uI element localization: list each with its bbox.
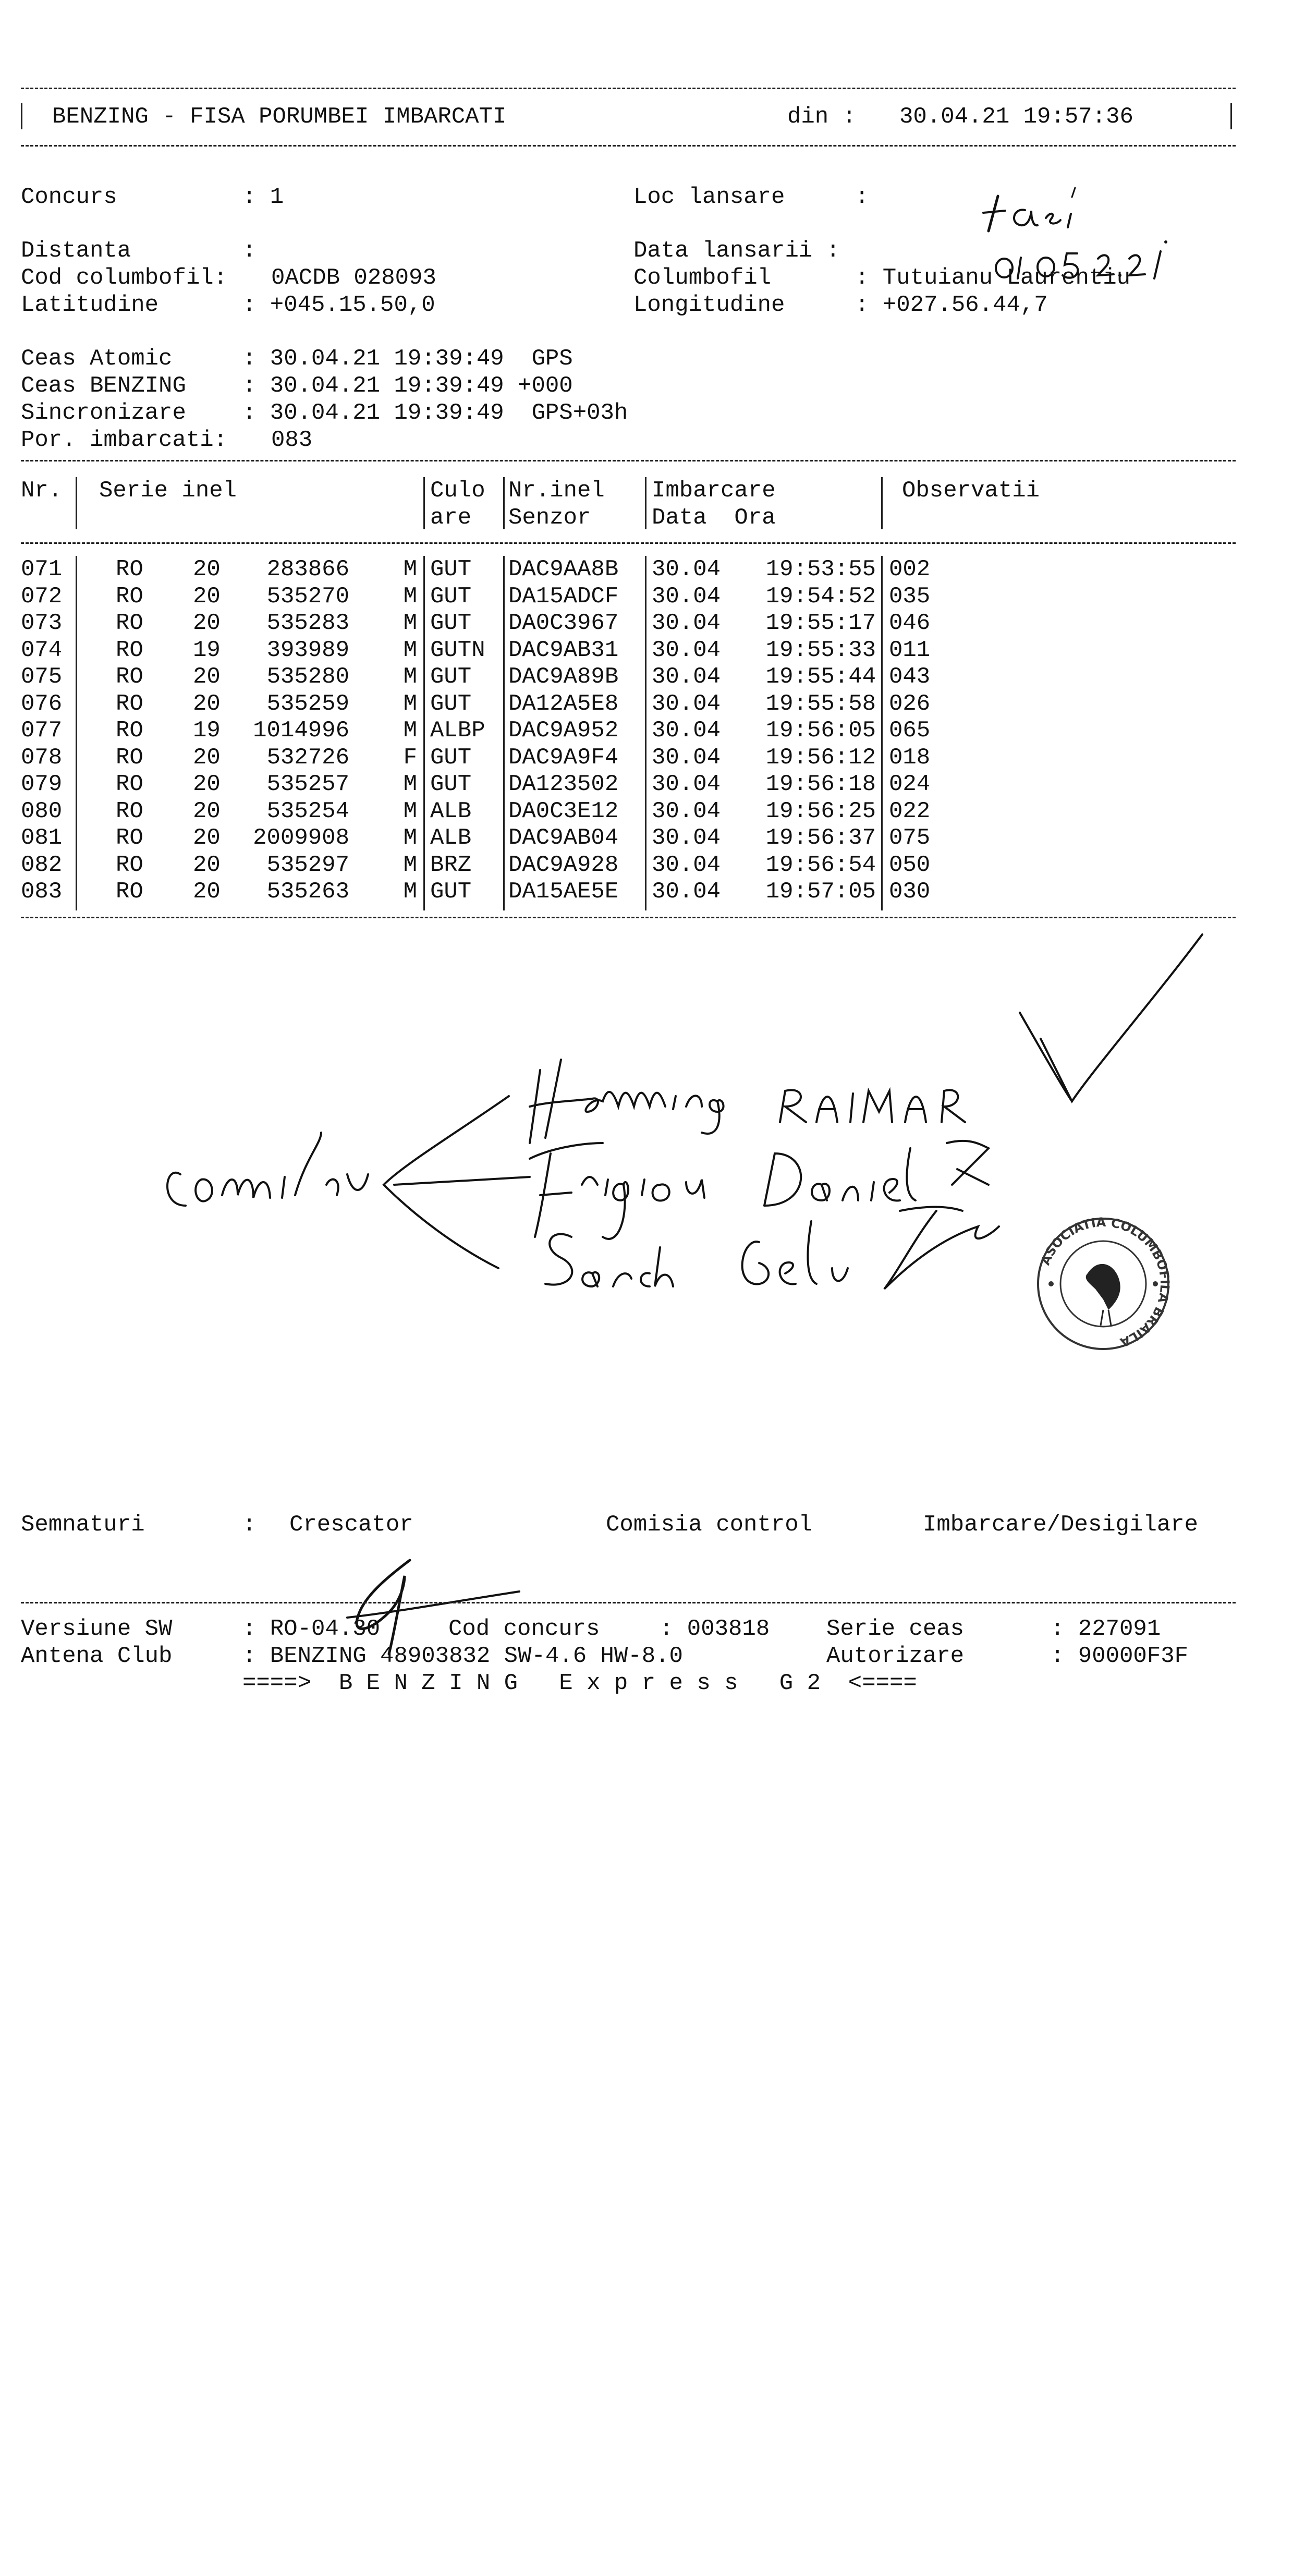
cell-obs: 046 xyxy=(889,610,931,636)
cell-ora: 19:56:25 xyxy=(765,798,876,824)
col-header-senzor-1: Nr.inel xyxy=(508,478,605,504)
cell-culoare: GUT xyxy=(430,610,472,636)
cell-tara: RO xyxy=(116,718,143,744)
imbarcare-desigilare-label: Imbarcare/Desigilare xyxy=(923,1512,1199,1538)
table-row xyxy=(0,583,1293,610)
cell-inel: 535280 xyxy=(266,664,349,690)
cell-an: 20 xyxy=(193,852,221,878)
cell-an: 19 xyxy=(193,718,221,744)
ceas-atomic-label: Ceas Atomic xyxy=(21,346,173,372)
cell-inel: 535270 xyxy=(266,583,349,610)
cell-culoare: GUT xyxy=(430,879,472,905)
serie-ceas-label: Serie ceas xyxy=(826,1616,965,1642)
cell-data: 30.04 xyxy=(652,637,721,663)
cell-inel: 283866 xyxy=(266,556,349,582)
cell-data: 30.04 xyxy=(652,879,721,905)
header-sep-3 xyxy=(503,477,505,529)
table-row xyxy=(0,771,1293,798)
crescator-label: Crescator xyxy=(289,1512,413,1538)
table-row xyxy=(0,610,1293,637)
cell-obs: 043 xyxy=(889,664,931,690)
col-header-culoare-2: are xyxy=(430,505,472,531)
cell-nr: 071 xyxy=(21,556,63,582)
header-sep-2 xyxy=(423,477,425,529)
cell-an: 20 xyxy=(193,690,221,717)
cell-inel: 532726 xyxy=(266,744,349,771)
cod-concurs-label: Cod concurs xyxy=(448,1616,600,1642)
cell-senzor: DAC9A9F4 xyxy=(508,744,619,771)
cell-data: 30.04 xyxy=(652,583,721,610)
cell-tara: RO xyxy=(116,771,143,797)
cell-ora: 19:56:12 xyxy=(765,744,876,771)
cell-sex: M xyxy=(403,825,417,851)
cell-an: 20 xyxy=(193,610,221,636)
table-row xyxy=(0,852,1293,879)
cell-obs: 050 xyxy=(889,852,931,878)
cell-ora: 19:54:52 xyxy=(765,583,876,610)
cell-an: 20 xyxy=(193,879,221,905)
cell-tara: RO xyxy=(116,664,143,690)
cell-culoare: ALB xyxy=(430,798,472,824)
cell-tara: RO xyxy=(116,744,143,771)
table-row xyxy=(0,556,1293,583)
cell-obs: 026 xyxy=(889,690,931,717)
versiune-sw-value: : RO-04.30 xyxy=(242,1616,381,1642)
divider-top xyxy=(21,88,1236,89)
cell-tara: RO xyxy=(116,583,143,610)
table-row xyxy=(0,690,1293,718)
latitudine-label: Latitudine xyxy=(21,292,159,318)
cell-culoare: BRZ xyxy=(430,852,472,878)
header-sep-1 xyxy=(76,477,77,529)
ceas-benzing-value: : 30.04.21 19:39:49 +000 xyxy=(242,373,573,399)
commission-signatures xyxy=(78,886,1228,1553)
col-header-imbarcare-1: Imbarcare xyxy=(652,478,776,504)
cell-culoare: GUT xyxy=(430,690,472,717)
cell-data: 30.04 xyxy=(652,825,721,851)
cell-obs: 024 xyxy=(889,771,931,797)
divider-table-top xyxy=(21,460,1236,461)
din-label: din : xyxy=(787,104,857,130)
cell-culoare: GUT xyxy=(430,771,472,797)
cell-data: 30.04 xyxy=(652,771,721,797)
cell-data: 30.04 xyxy=(652,744,721,771)
cell-culoare: GUTN xyxy=(430,637,485,663)
cell-ora: 19:55:44 xyxy=(765,664,876,690)
por-imbarcati-value: 083 xyxy=(271,427,313,453)
cell-data: 30.04 xyxy=(652,664,721,690)
cell-ora: 19:53:55 xyxy=(765,556,876,582)
cell-tara: RO xyxy=(116,852,143,878)
cell-inel: 2009908 xyxy=(253,825,349,851)
cell-an: 20 xyxy=(193,583,221,610)
din-value: 30.04.21 19:57:36 xyxy=(899,104,1133,130)
cell-inel: 535254 xyxy=(266,798,349,824)
divider-table-header xyxy=(21,542,1236,544)
cell-obs: 011 xyxy=(889,637,931,663)
sheet-title: BENZING - FISA PORUMBEI IMBARCATI xyxy=(52,104,507,130)
col-header-observatii: Observatii xyxy=(902,478,1040,504)
col-header-culoare-1: Culo xyxy=(430,478,485,504)
col-header-serie: Serie inel xyxy=(99,478,237,504)
cell-sex: M xyxy=(403,556,417,582)
cell-senzor: DA15ADCF xyxy=(508,583,619,610)
cell-ora: 19:56:18 xyxy=(765,771,876,797)
cell-nr: 075 xyxy=(21,664,63,690)
table-row xyxy=(0,717,1293,744)
table-row xyxy=(0,798,1293,825)
autorizare-value: : 90000F3F xyxy=(1051,1643,1189,1669)
cell-culoare: GUT xyxy=(430,744,472,771)
concurs-value: : 1 xyxy=(242,184,284,210)
cell-nr: 077 xyxy=(21,718,63,744)
cell-sex: M xyxy=(403,798,417,824)
cell-an: 19 xyxy=(193,637,221,663)
cell-an: 20 xyxy=(193,744,221,771)
cell-senzor: DA12A5E8 xyxy=(508,690,619,717)
cell-obs: 065 xyxy=(889,718,931,744)
concurs-label: Concurs xyxy=(21,184,117,210)
sincronizare-value: : 30.04.21 19:39:49 GPS+03h xyxy=(242,400,628,426)
svg-text:ASOCIATIA COLUMBOFILA BRAILA: ASOCIATIA COLUMBOFILA BRAILA xyxy=(1038,1214,1172,1350)
cell-ora: 19:57:05 xyxy=(765,879,876,905)
cell-ora: 19:56:37 xyxy=(765,825,876,851)
cell-culoare: ALB xyxy=(430,825,472,851)
semnaturi-label: Semnaturi xyxy=(21,1512,145,1538)
ceas-atomic-value: : 30.04.21 19:39:49 GPS xyxy=(242,346,573,372)
cell-obs: 030 xyxy=(889,879,931,905)
cell-senzor: DAC9AB04 xyxy=(508,825,619,851)
cell-sex: F xyxy=(403,744,417,771)
table-body xyxy=(0,556,1293,916)
cell-nr: 082 xyxy=(21,852,63,878)
table-row xyxy=(0,824,1293,852)
cell-sex: M xyxy=(403,637,417,663)
cell-nr: 079 xyxy=(21,771,63,797)
cell-senzor: DAC9A928 xyxy=(508,852,619,878)
cell-an: 20 xyxy=(193,825,221,851)
table-row xyxy=(0,663,1293,690)
cell-nr: 072 xyxy=(21,583,63,610)
cell-an: 20 xyxy=(193,771,221,797)
cell-sex: M xyxy=(403,879,417,905)
cell-sex: M xyxy=(403,583,417,610)
cell-tara: RO xyxy=(116,798,143,824)
cell-data: 30.04 xyxy=(652,852,721,878)
header-left-bar xyxy=(21,103,22,129)
header-sep-5 xyxy=(881,477,883,529)
cell-obs: 075 xyxy=(889,825,931,851)
cell-data: 30.04 xyxy=(652,798,721,824)
cell-an: 20 xyxy=(193,664,221,690)
comisia-control-label: Comisia control xyxy=(606,1512,813,1538)
cod-columbofil-value: 0ACDB 028093 xyxy=(271,265,436,291)
cell-nr: 073 xyxy=(21,610,63,636)
cell-ora: 19:56:05 xyxy=(765,718,876,744)
cell-senzor: DAC9A952 xyxy=(508,718,619,744)
cell-tara: RO xyxy=(116,610,143,636)
autorizare-label: Autorizare xyxy=(826,1643,965,1669)
cell-senzor: DAC9AA8B xyxy=(508,556,619,582)
cell-data: 30.04 xyxy=(652,690,721,717)
cell-senzor: DA15AE5E xyxy=(508,879,619,905)
cell-senzor: DAC9A89B xyxy=(508,664,619,690)
cell-an: 20 xyxy=(193,798,221,824)
cell-culoare: GUT xyxy=(430,583,472,610)
semnaturi-colon: : xyxy=(242,1512,257,1538)
header-right-bar xyxy=(1230,103,1232,129)
cell-obs: 022 xyxy=(889,798,931,824)
por-imbarcati-label: Por. imbarcati: xyxy=(21,427,228,453)
cell-inel: 535259 xyxy=(266,690,349,717)
cell-tara: RO xyxy=(116,825,143,851)
cell-data: 30.04 xyxy=(652,718,721,744)
col-header-nr: Nr. xyxy=(21,478,63,504)
cell-tara: RO xyxy=(116,879,143,905)
distanta-value: : xyxy=(242,238,257,264)
latitudine-value: : +045.15.50,0 xyxy=(242,292,435,318)
cell-senzor: DA123502 xyxy=(508,771,619,797)
cell-culoare: ALBP xyxy=(430,718,485,744)
cell-sex: M xyxy=(403,771,417,797)
antena-club-label: Antena Club xyxy=(21,1643,173,1669)
divider-header xyxy=(21,145,1236,147)
serie-ceas-value: : 227091 xyxy=(1051,1616,1161,1642)
cell-data: 30.04 xyxy=(652,556,721,582)
sincronizare-label: Sincronizare xyxy=(21,400,186,426)
loc-lansare-label: Loc lansare xyxy=(633,184,785,210)
cell-ora: 19:56:54 xyxy=(765,852,876,878)
cell-nr: 074 xyxy=(21,637,63,663)
distanta-label: Distanta xyxy=(21,238,131,264)
cell-ora: 19:55:33 xyxy=(765,637,876,663)
cell-ora: 19:55:58 xyxy=(765,690,876,717)
header-sep-4 xyxy=(645,477,646,529)
data-lansarii-label: Data lansarii : xyxy=(633,238,840,264)
cell-senzor: DA0C3967 xyxy=(508,610,619,636)
cell-inel: 1014996 xyxy=(253,718,349,744)
cell-tara: RO xyxy=(116,637,143,663)
cell-sex: M xyxy=(403,852,417,878)
table-row xyxy=(0,744,1293,771)
columbofil-label: Columbofil xyxy=(633,265,772,291)
col-header-senzor-2: Senzor xyxy=(508,505,591,531)
cell-sex: M xyxy=(403,664,417,690)
cell-inel: 393989 xyxy=(266,637,349,663)
longitudine-value: : +027.56.44,7 xyxy=(855,292,1048,318)
cell-nr: 078 xyxy=(21,744,63,771)
cell-nr: 080 xyxy=(21,798,63,824)
cell-culoare: GUT xyxy=(430,556,472,582)
loc-lansare-colon: : xyxy=(855,184,869,210)
cell-obs: 002 xyxy=(889,556,931,582)
cell-an: 20 xyxy=(193,556,221,582)
cod-columbofil-label: Cod columbofil: xyxy=(21,265,228,291)
cell-sex: M xyxy=(403,718,417,744)
cod-concurs-value: : 003818 xyxy=(660,1616,770,1642)
col-header-imbarcare-2: Data Ora xyxy=(652,505,776,531)
cell-inel: 535283 xyxy=(266,610,349,636)
cell-inel: 535263 xyxy=(266,879,349,905)
cell-sex: M xyxy=(403,690,417,717)
brand-line: ====> B E N Z I N G E x p r e s s G 2 <==== xyxy=(242,1670,917,1696)
versiune-sw-label: Versiune SW xyxy=(21,1616,173,1642)
columbofil-value: : Tutuianu Laurentiu xyxy=(855,265,1131,291)
divider-footer xyxy=(21,1602,1236,1603)
antena-club-value: : BENZING 48903832 SW-4.6 HW-8.0 xyxy=(242,1643,683,1669)
cell-inel: 535297 xyxy=(266,852,349,878)
cell-obs: 035 xyxy=(889,583,931,610)
cell-senzor: DAC9AB31 xyxy=(508,637,619,663)
longitudine-label: Longitudine xyxy=(633,292,785,318)
cell-senzor: DA0C3E12 xyxy=(508,798,619,824)
ceas-benzing-label: Ceas BENZING xyxy=(21,373,186,399)
cell-culoare: GUT xyxy=(430,664,472,690)
cell-tara: RO xyxy=(116,556,143,582)
cell-nr: 081 xyxy=(21,825,63,851)
cell-ora: 19:55:17 xyxy=(765,610,876,636)
cell-data: 30.04 xyxy=(652,610,721,636)
cell-sex: M xyxy=(403,610,417,636)
cell-tara: RO xyxy=(116,690,143,717)
cell-nr: 076 xyxy=(21,690,63,717)
cell-nr: 083 xyxy=(21,879,63,905)
cell-inel: 535257 xyxy=(266,771,349,797)
table-row xyxy=(0,637,1293,664)
cell-obs: 018 xyxy=(889,744,931,771)
